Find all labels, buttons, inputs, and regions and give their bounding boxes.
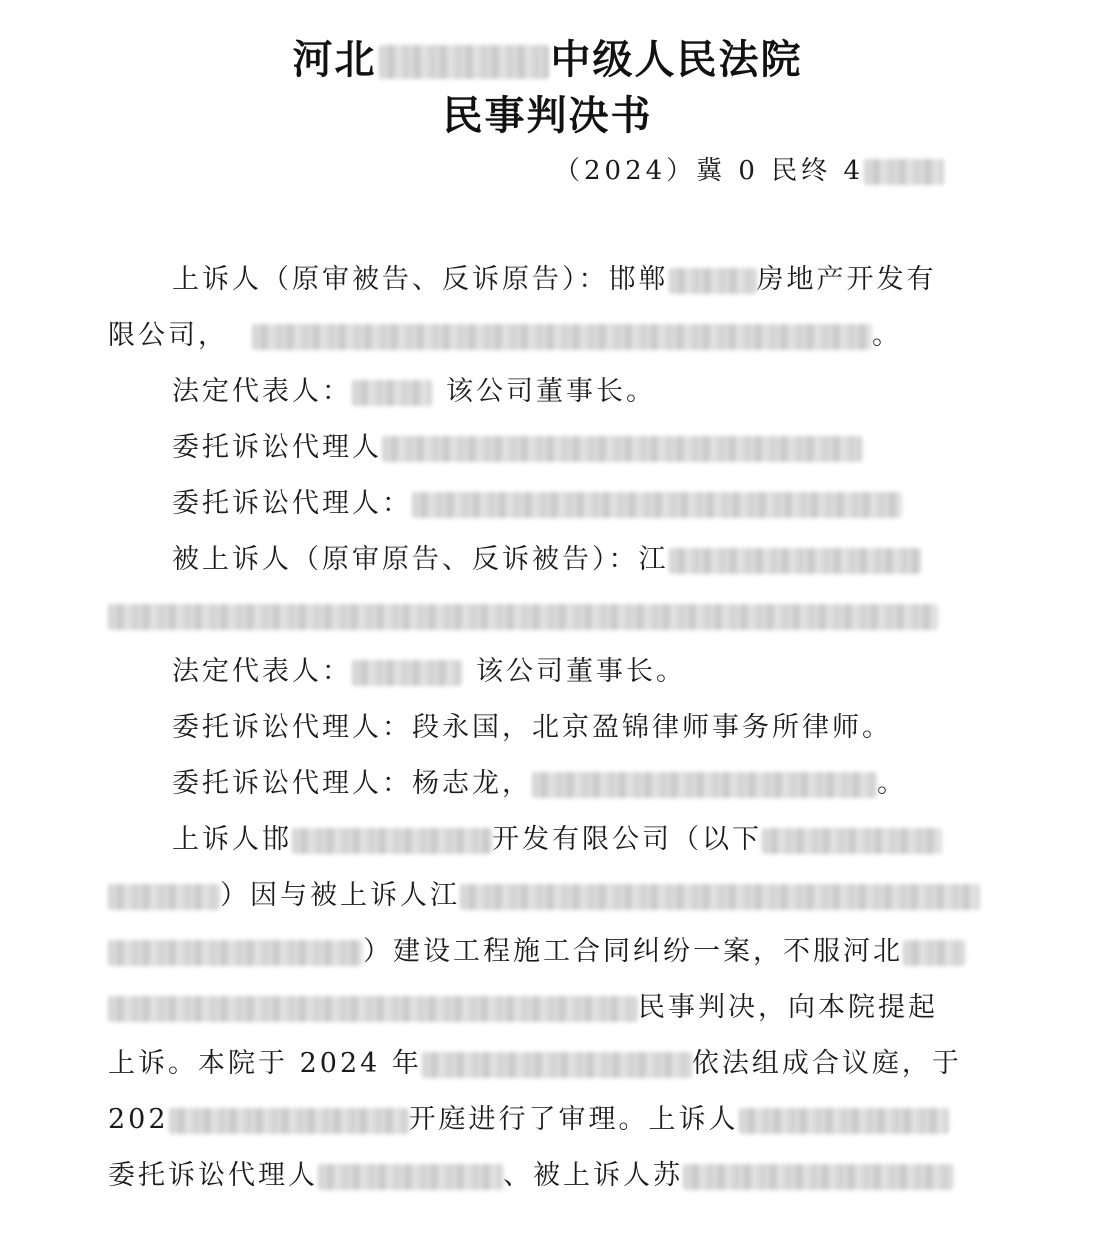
appellee-agent-2 (172, 766, 907, 802)
legal-rep-label: 法定代表人： (172, 376, 352, 407)
appellant-line-1 (172, 262, 937, 298)
body-text: 开庭进行了审理。上诉人 (408, 1104, 739, 1135)
redacted-block (169, 1108, 409, 1134)
redacted-block (412, 492, 902, 518)
redacted-block (352, 660, 462, 686)
appellee-agent-1: 委托诉讼代理人：段永国，北京盈锦律师事务所律师。 (172, 712, 892, 743)
case-number (554, 150, 944, 187)
appellant-line2-text: 限公司， (108, 320, 228, 351)
appellant-name-end: 房地产开发有 (756, 264, 937, 295)
body-text: ）建设工程施工合同纠纷一案，不服河北 (363, 936, 903, 967)
body-text: 委托诉讼代理人 (108, 1160, 318, 1191)
appellee-line-1 (172, 542, 921, 578)
appellee-legal-rep (172, 654, 686, 690)
redacted-block (669, 268, 757, 294)
body-line-7 (108, 1158, 953, 1194)
agent-end: 。 (877, 768, 907, 799)
redacted-block (903, 940, 965, 966)
appellant-line2-end: 。 (872, 320, 902, 351)
appellant-line-2 (108, 318, 902, 354)
appellant-agent-1 (172, 430, 862, 466)
body-text: 民事判决，向本院提起 (638, 992, 938, 1023)
court-name-prefix: 河北 (292, 37, 377, 83)
redacted-block (669, 548, 921, 574)
redacted-block (422, 1052, 692, 1078)
body-line-1 (172, 822, 942, 858)
court-name-suffix: 中级人民法院 (550, 37, 803, 83)
redacted-block (352, 380, 432, 406)
appellee-label: 被上诉人（原审原告、反诉被告）：江 (172, 544, 669, 575)
document-title: 民事判决书 (442, 93, 653, 139)
redacted-block (762, 828, 942, 854)
agent-label: 委托诉讼代理人：杨志龙， (172, 768, 532, 799)
body-text: 依法组成合议庭，于 (691, 1048, 962, 1079)
body-text: 、被上诉人苏 (503, 1160, 683, 1191)
redacted-block (292, 828, 492, 854)
redacted-block (252, 324, 872, 350)
redacted-block (318, 1164, 503, 1190)
body-line-5 (108, 1046, 962, 1082)
body-text: 开发有限公司（以下 (492, 824, 762, 855)
redacted-block (108, 996, 638, 1022)
appellant-label: 上诉人（原审被告、反诉原告）：邯郸 (172, 264, 669, 295)
redacted-block (108, 604, 938, 630)
redacted-block (460, 884, 980, 910)
redacted-block (532, 772, 877, 798)
appellant-agent-2 (172, 486, 902, 522)
case-number-text: （2024）冀 0 民终 4 (554, 156, 865, 186)
body-line-6 (108, 1102, 949, 1138)
body-text: 上诉人邯 (172, 824, 292, 855)
body-line-2 (108, 878, 980, 914)
court-name (0, 28, 1095, 85)
body-line-3 (108, 934, 965, 970)
body-text: 上诉。本院于 2024 年 (108, 1048, 422, 1079)
agent-label: 委托诉讼代理人： (172, 488, 412, 519)
redacted-block (864, 159, 944, 185)
redacted-block (108, 884, 220, 910)
appellant-legal-rep (172, 374, 656, 410)
redacted-block (108, 940, 363, 966)
body-text: 202 (108, 1104, 169, 1135)
legal-rep-role: 该公司董事长。 (476, 656, 686, 687)
redacted-block (683, 1164, 953, 1190)
body-line-4 (108, 990, 938, 1026)
legal-rep-role: 该公司董事长。 (446, 376, 656, 407)
agent-label: 委托诉讼代理人 (172, 432, 382, 463)
redacted-block (739, 1108, 949, 1134)
body-text: ）因与被上诉人江 (220, 880, 460, 911)
redacted-block (382, 436, 862, 462)
legal-rep-label: 法定代表人： (172, 656, 352, 687)
redacted-block (379, 45, 549, 79)
appellee-line-2 (108, 598, 938, 634)
